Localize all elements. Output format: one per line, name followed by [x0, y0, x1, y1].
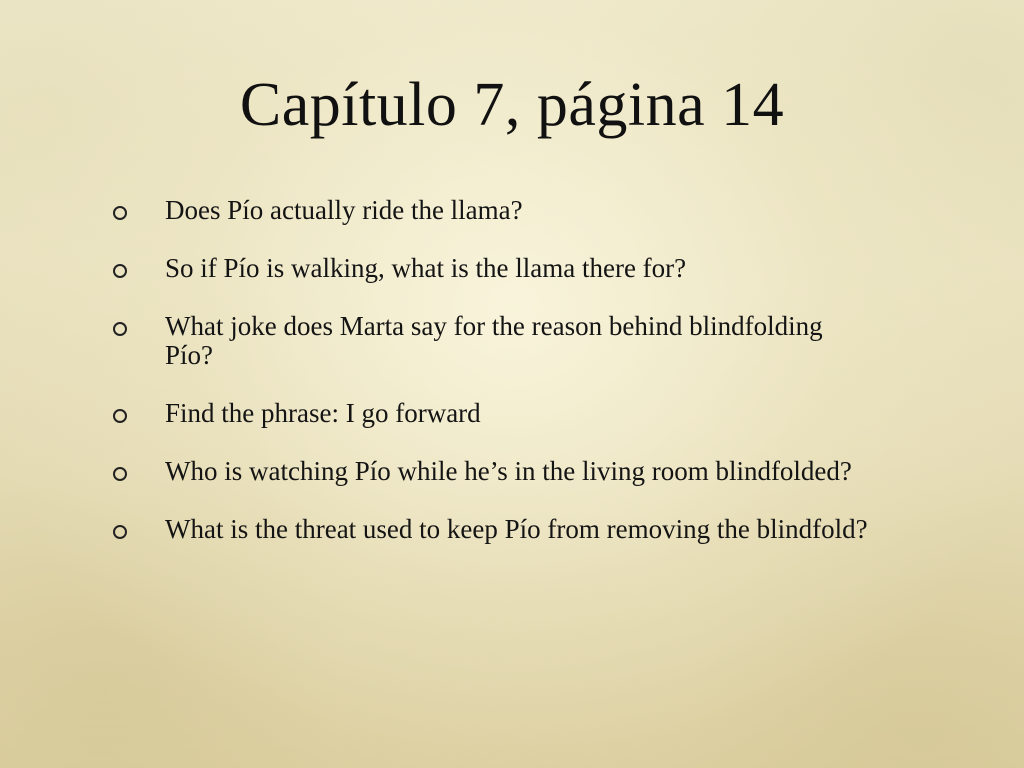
bullet-item — [110, 399, 870, 428]
bullet-item — [110, 515, 870, 544]
bullet-text: Who is watching Pío while he’s in the living room blindfolded? — [165, 456, 852, 486]
circle-bullet-icon — [113, 409, 127, 423]
bullet-item — [110, 457, 870, 486]
bullet-text: What is the threat used to keep Pío from removing the blindfold? — [165, 514, 868, 544]
circle-bullet-icon — [113, 467, 127, 481]
bullet-text: What joke does Marta say for the reason behind blindfolding Pío? — [165, 311, 823, 370]
circle-bullet-icon — [113, 206, 127, 220]
bullet-text: So if Pío is walking, what is the llama there for? — [165, 253, 687, 283]
bullet-text: Does Pío actually ride the llama? — [165, 195, 523, 225]
circle-bullet-icon — [113, 264, 127, 278]
circle-bullet-icon — [113, 322, 127, 336]
slide-title: Capítulo 7, página 14 — [239, 71, 785, 139]
bullet-item — [110, 196, 870, 225]
bullet-list — [110, 196, 870, 544]
circle-bullet-icon — [113, 525, 127, 539]
bullet-item — [110, 312, 870, 370]
bullet-item — [110, 254, 870, 283]
bullet-text: Find the phrase: I go forward — [165, 398, 481, 428]
